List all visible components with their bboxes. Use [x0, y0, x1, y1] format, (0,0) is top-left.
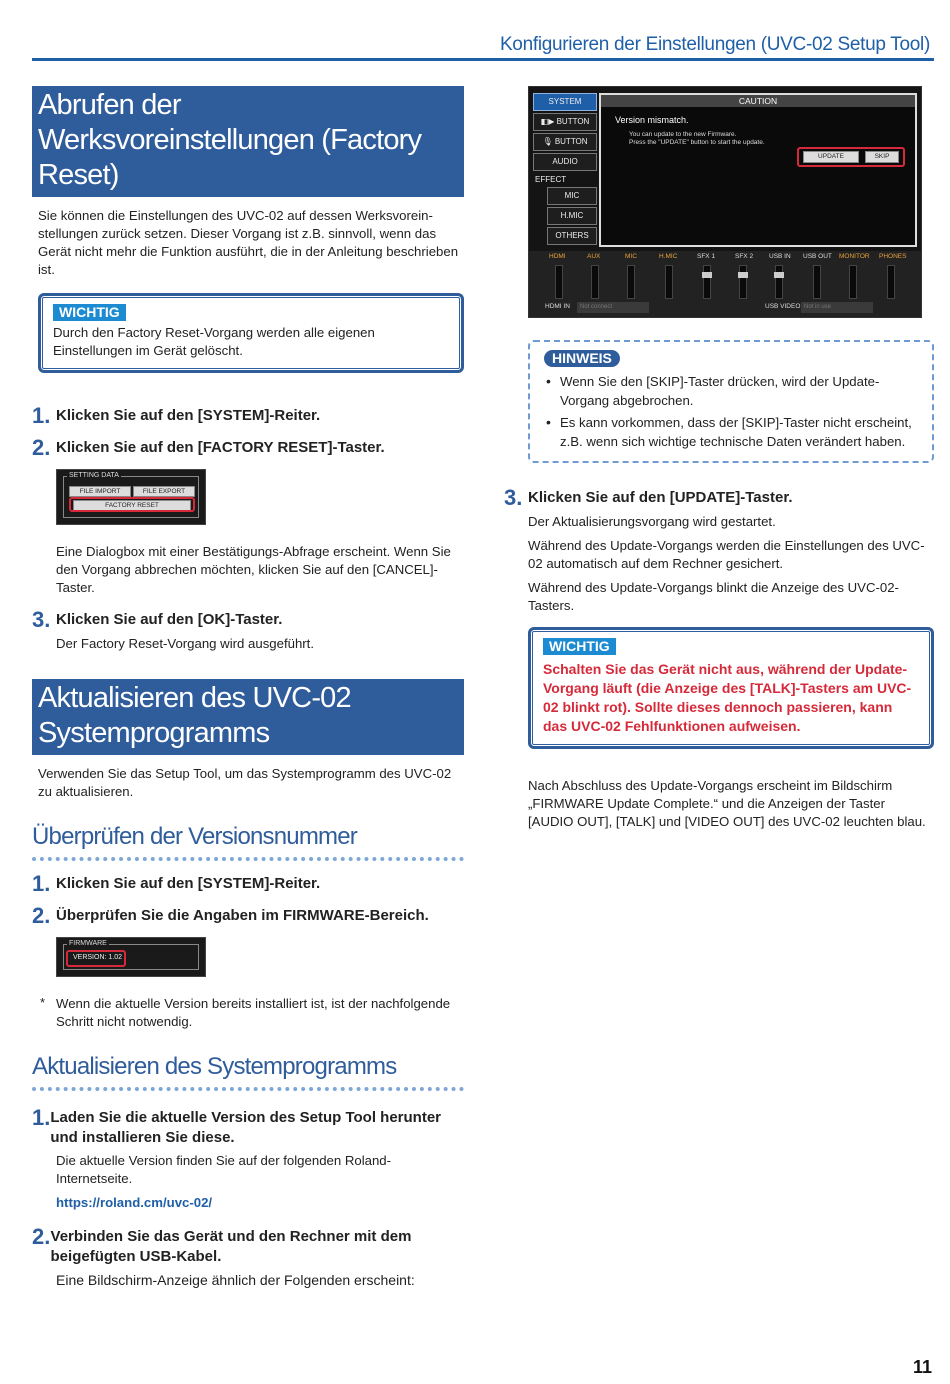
step-number: 2. [32, 903, 51, 928]
hint-box [528, 340, 934, 463]
fader-hmic[interactable] [665, 265, 673, 299]
fader-mic[interactable] [627, 265, 635, 299]
mixer-label-monitor: MONITOR [839, 253, 870, 260]
firmware-version: VERSION: 1.02 [73, 954, 123, 961]
hdmi-in-label: HDMI IN [545, 303, 570, 310]
skip-button[interactable]: SKIP [865, 151, 899, 163]
important-warning-text: Schalten Sie das Gerät nicht aus, während der Update-Vorgang läuft (die Anzeige des [TALK]-Tasters am UVC-02 blinkt rot). Sollte dieses dennoch passieren, kann das UVC-02 Fehlfunktionen aufweisen. [543, 661, 912, 734]
step-text: Klicken Sie auf den [FACTORY RESET]-Taster. [56, 439, 385, 456]
update-step-1 [32, 1107, 464, 1148]
step-text: Verbinden Sie das Gerät und den Rechner mit dem beigefügten USB-Kabel. [50, 1228, 412, 1265]
factory-step-1 [32, 405, 464, 427]
tab-effect-mic[interactable]: MIC [547, 187, 597, 205]
mixer-label-hmic: H.MIC [659, 253, 678, 260]
hdmi-in-field: Not connect [577, 302, 649, 313]
important-box-factory [38, 293, 464, 373]
dialog-line-2: Press the "UPDATE" button to start the update. [629, 139, 765, 146]
step3-p3: Während des Update-Vorgangs blinkt die Anzeige des UVC-02-Tasters. [528, 580, 899, 613]
hint-item: • Es kann vorkommen, dass der [SKIP]-Taster nicht erscheint, z.B. wenn sich wichtige technische Daten verändert haben. [544, 413, 920, 451]
update-step-2 [32, 1226, 464, 1267]
right-column [504, 86, 934, 831]
mixer-strip [529, 251, 921, 317]
hint-item: • Wenn Sie den [SKIP]-Taster drücken, wird der Update-Vorgang abgebrochen. [544, 372, 920, 410]
dialog-heading: Version mismatch. [615, 115, 689, 125]
update-program-heading: Aktualisieren des Systemprogramms [32, 1053, 464, 1091]
app-sidebar [533, 93, 597, 247]
fader-knob[interactable] [702, 272, 712, 278]
factory-step-3 [32, 609, 464, 631]
step-text: Klicken Sie auf den [SYSTEM]-Reiter. [56, 407, 321, 424]
step3-p2: Während des Update-Vorgangs werden die Einstellungen des UVC-02 automatisch auf dem Rechner gesichert. [528, 538, 925, 571]
step-number: 2. [32, 435, 51, 460]
tab-audio[interactable]: AUDIO [533, 153, 597, 171]
highlight-ring [66, 950, 126, 967]
effect-label: EFFECT [535, 175, 567, 184]
step-text: Klicken Sie auf den [OK]-Taster. [56, 611, 283, 628]
file-export-button[interactable]: FILE EXPORT [133, 486, 195, 497]
tab-system[interactable]: SYSTEM [533, 93, 597, 111]
step-number: 2. [32, 1224, 51, 1249]
step-number: 1. [32, 1105, 51, 1130]
update-button[interactable]: UPDATE [803, 151, 859, 163]
header-rule [32, 58, 934, 61]
factory-intro: Sie können die Einstellungen des UVC-02 auf dessen Werksvorein-stellungen zurück setzen. Dieser Vorgang ist z.B. sinnvoll, wenn das Gerät nicht mehr die Funktion ausführt, die in der Anleitung beschrieben ist. [38, 208, 459, 277]
check-step-2 [32, 905, 464, 927]
footnote-mark: * [40, 995, 46, 1010]
hint-badge: HINWEIS [544, 350, 620, 367]
file-import-button[interactable]: FILE IMPORT [69, 486, 131, 497]
firmware-legend: FIRMWARE [69, 940, 107, 947]
step-text: Laden Sie die aktuelle Version des Setup Tool herunter und installieren Sie diese. [50, 1109, 442, 1146]
left-column [32, 86, 464, 1289]
hint-list [544, 372, 920, 451]
setting-data-screenshot [56, 469, 206, 525]
mixer-label-usb-in: USB IN [769, 253, 791, 260]
roland-link[interactable]: https://roland.cm/uvc-02/ [56, 1195, 213, 1210]
fader-monitor[interactable] [849, 265, 857, 299]
check-step-1 [32, 873, 464, 895]
update-step2-desc: Eine Bildschirm-Anzeige ähnlich der Folgenden erscheint: [56, 1272, 415, 1288]
step3-p1: Der Aktualisierungsvorgang wird gestartet. [528, 514, 776, 529]
fader-knob[interactable] [738, 272, 748, 278]
step-text: Klicken Sie auf den [UPDATE]-Taster. [528, 489, 793, 506]
usb-video-field: Not in use [801, 302, 873, 313]
check-version-heading: Überprüfen der Versionsnummer [32, 823, 464, 861]
setup-tool-screenshot [528, 86, 922, 318]
mixer-label-phones: PHONES [879, 253, 907, 260]
mixer-label-usb-out: USB OUT [803, 253, 832, 260]
mixer-label-hdmi: HDMI [549, 253, 566, 260]
important-text: Durch den Factory Reset-Vorgang werden alle eigenen Einstellungen im Gerät gelöscht. [53, 325, 375, 358]
step-number: 3. [504, 485, 523, 510]
mixer-label-sfx1: SFX 1 [697, 253, 716, 260]
update-title: Aktualisieren des UVC-02 Systemprogramms [32, 679, 464, 755]
factory-step-2 [32, 437, 464, 459]
fader-usb-out[interactable] [813, 265, 821, 299]
setting-data-legend: SETTING DATA [69, 472, 119, 479]
tab-video-button[interactable]: ◧▶ BUTTON [533, 113, 597, 131]
factory-reset-title: Abrufen der Werksvoreinstellungen (Factory Reset) [32, 86, 464, 197]
factory-step2-desc: Eine Dialogbox mit einer Bestätigungs-Abfrage erscheint. Wenn Sie den Vorgang abbrechen möchten, klicken Sie auf den [CANCEL]-Taster. [56, 544, 451, 595]
important-box-update [528, 627, 934, 749]
update-step1-desc: Die aktuelle Version finden Sie auf der folgenden Roland-Internetseite. [56, 1153, 392, 1186]
fader-sfx2[interactable] [739, 265, 747, 299]
mixer-label-mic: MIC [625, 253, 637, 260]
highlight-ring [69, 497, 195, 512]
footnote-text: Wenn die aktuelle Version bereits installiert ist, ist der nachfolgende Schritt nicht notwendig. [56, 996, 451, 1029]
step-number: 1. [32, 403, 51, 428]
usb-video-label: USB VIDEO [765, 303, 801, 310]
fader-usb-in[interactable] [775, 265, 783, 299]
update-complete-text: Nach Abschluss des Update-Vorgangs erscheint im Bildschirm „FIRMWARE Update Complete.“ und die Anzeigen der Taster [AUDIO OUT], [TALK] und [VIDEO OUT] des UVC-02 leuchten blau. [528, 778, 926, 829]
factory-reset-button[interactable]: FACTORY RESET [73, 500, 191, 511]
page-header-title: Konfigurieren der Einstellungen (UVC-02 Setup Tool) [499, 34, 930, 55]
tab-effect-hmic[interactable]: H.MIC [547, 207, 597, 225]
mixer-label-aux: AUX [587, 253, 601, 260]
update-intro: Verwenden Sie das Setup Tool, um das Systemprogramm des UVC-02 zu aktualisieren. [38, 766, 452, 799]
fader-knob[interactable] [774, 272, 784, 278]
fader-sfx1[interactable] [703, 265, 711, 299]
fader-phones[interactable] [887, 265, 895, 299]
step-text: Überprüfen Sie die Angaben im FIRMWARE-Bereich. [56, 907, 429, 924]
update-step-3 [504, 487, 934, 509]
fader-hdmi[interactable] [555, 265, 563, 299]
mixer-label-sfx2: SFX 2 [735, 253, 754, 260]
fader-aux[interactable] [591, 265, 599, 299]
factory-step3-desc: Der Factory Reset-Vorgang wird ausgeführt. [56, 636, 315, 651]
step-number: 3. [32, 607, 51, 632]
step-number: 1. [32, 871, 51, 896]
important-badge: WICHTIG [543, 638, 616, 655]
tab-effect-others[interactable]: OTHERS [547, 227, 597, 245]
important-badge: WICHTIG [53, 304, 126, 321]
footnote [32, 995, 464, 1031]
page-number: 11 [912, 1357, 932, 1377]
step-text: Klicken Sie auf den [SYSTEM]-Reiter. [56, 875, 321, 892]
dialog-title: CAUTION [601, 95, 915, 107]
tab-mic-button[interactable]: 🎙 BUTTON [533, 133, 597, 151]
firmware-screenshot [56, 937, 206, 977]
dialog-line-1: You can update to the new Firmware. [629, 131, 737, 138]
caution-dialog [599, 93, 917, 247]
